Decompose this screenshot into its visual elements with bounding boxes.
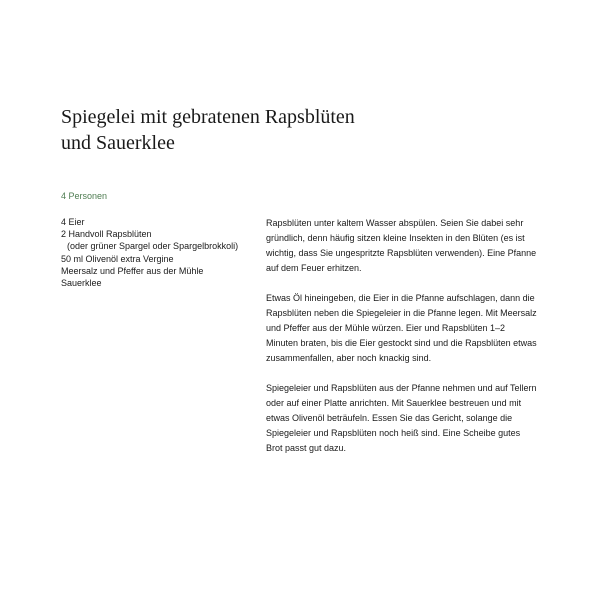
method-text xyxy=(266,216,538,471)
servings-label: 4 Personen xyxy=(61,191,108,201)
ingredient-item: Sauerklee xyxy=(61,278,102,289)
method-paragraph: Spiegeleier und Rapsblüten aus der Pfanne nehmen und auf Tellern oder auf einer Platte anrichten. Mit Sauerklee bestreuen und mit etwas Olivenöl beträufeln. Essen Sie das Gericht, solange die Spiegeleier und Rapsblüten noch heiß sind. Eine Scheibe gutes Brot passt gut dazu. xyxy=(266,383,537,453)
ingredient-item: 4 Eier xyxy=(61,217,85,227)
recipe-title-line-1: Spiegelei mit gebratenen Rapsblüten xyxy=(61,106,355,128)
method-paragraph: Etwas Öl hineingeben, die Eier in die Pfanne aufschlagen, dann die Rapsblüten neben die Spiegeleier in die Pfanne legen. Mit Meersalz und Pfeffer aus der Mühle würzen. Eier und Rapsblüten 1–2 Minuten braten, bis die Eier gestockt sind und die Rapsblüten etwas zusammenfallen, aber noch knackig sind. xyxy=(266,293,537,363)
ingredient-item: 50 ml Olivenöl extra Vergine xyxy=(61,253,174,264)
recipe-title xyxy=(61,104,501,156)
ingredient-list xyxy=(61,216,261,289)
ingredient-item: Meersalz und Pfeffer aus der Mühle xyxy=(61,265,204,276)
method-paragraph: Rapsblüten unter kaltem Wasser abspülen. Seien Sie dabei sehr gründlich, denn häufig sitzen kleine Insekten in den Blüten (es ist wichtig, dass Sie ungespritzte Rapsblüten verwenden). Eine Pfanne auf dem Feuer erhitzen. xyxy=(266,218,537,273)
ingredient-note: (oder grüner Spargel oder Spargelbrokkoli) xyxy=(67,241,239,252)
recipe-title-line-2: und Sauerklee xyxy=(61,132,175,154)
ingredient-item: 2 Handvoll Rapsblüten xyxy=(61,229,152,240)
